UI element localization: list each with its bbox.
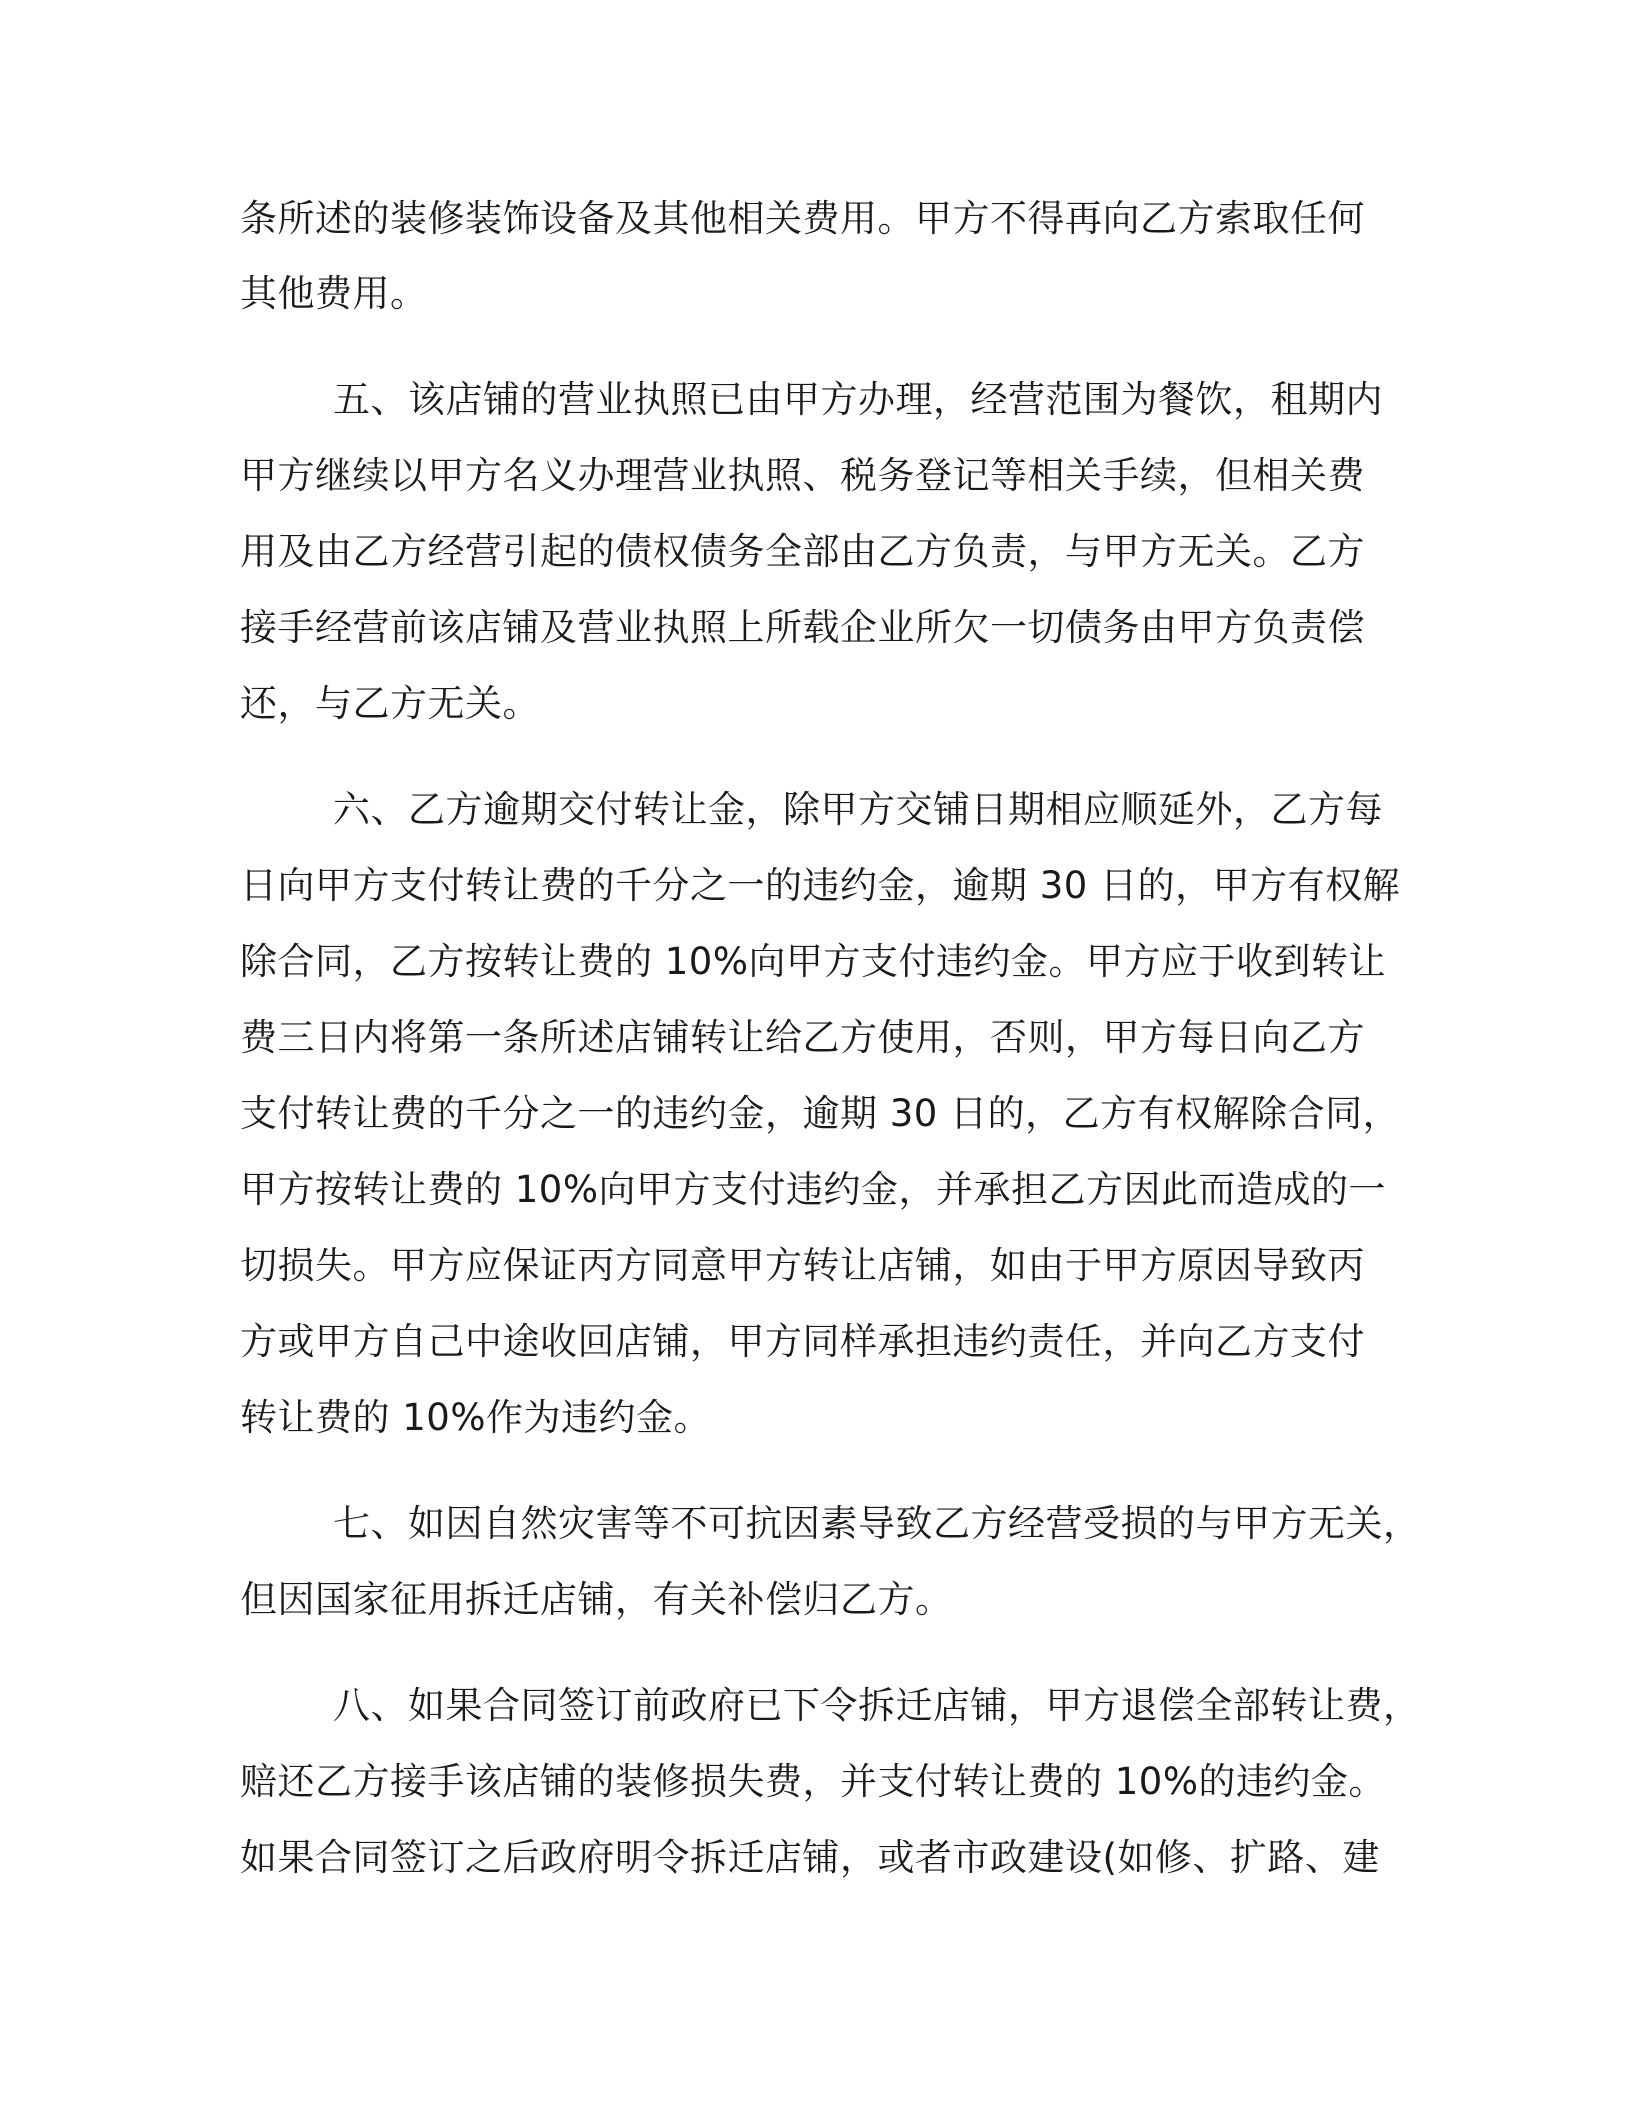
text-line: 甲方按转让费的 10%向甲方支付违约金，并承担乙方因此而造成的一: [240, 1168, 1386, 1211]
text-line: 其他费用。: [240, 272, 428, 315]
text-line: 条所述的装修装饰设备及其他相关费用。甲方不得再向乙方索取任何: [240, 197, 1365, 240]
text-line: 但因国家征用拆迁店铺，有关补偿归乙方。: [240, 1578, 953, 1621]
text-line: 除合同，乙方按转让费的 10%向甲方支付违约金。甲方应于收到转让: [240, 940, 1386, 983]
text-line: 赔还乙方接手该店铺的装修损失费，并支付转让费的 10%的违约金。: [240, 1760, 1386, 1803]
paragraph-5-line: 五、该店铺的营业执照已由甲方办理，经营范围为餐饮，租期内: [333, 378, 1383, 421]
paragraph-8-line: 八、如果合同签订前政府已下令拆迁店铺，甲方退偿全部转让费，: [333, 1684, 1421, 1727]
text-line: 如果合同签订之后政府明令拆迁店铺，或者市政建设(如修、扩路、建: [240, 1836, 1380, 1879]
text-line: 支付转让费的千分之一的违约金，逾期 30 日的，乙方有权解除合同，: [240, 1092, 1401, 1135]
text-line: 甲方继续以甲方名义办理营业执照、税务登记等相关手续，但相关费: [240, 454, 1365, 497]
text-line: 费三日内将第一条所述店铺转让给乙方使用，否则，甲方每日向乙方: [240, 1016, 1365, 1059]
text-line: 还，与乙方无关。: [240, 682, 540, 725]
text-line: 切损失。甲方应保证丙方同意甲方转让店铺，如由于甲方原因导致丙: [240, 1244, 1365, 1287]
text-line: 转让费的 10%作为违约金。: [240, 1396, 711, 1439]
text-line: 日向甲方支付转让费的千分之一的违约金，逾期 30 日的，甲方有权解: [240, 864, 1401, 907]
paragraph-6-line: 六、乙方逾期交付转让金，除甲方交铺日期相应顺延外，乙方每: [333, 788, 1383, 831]
paragraph-7-line: 七、如因自然灾害等不可抗因素导致乙方经营受损的与甲方无关，: [333, 1502, 1421, 1545]
text-line: 接手经营前该店铺及营业执照上所载企业所欠一切债务由甲方负责偿: [240, 606, 1365, 649]
text-line: 用及由乙方经营引起的债权债务全部由乙方负责，与甲方无关。乙方: [240, 530, 1365, 573]
text-line: 方或甲方自己中途收回店铺，甲方同样承担违约责任，并向乙方支付: [240, 1320, 1365, 1363]
